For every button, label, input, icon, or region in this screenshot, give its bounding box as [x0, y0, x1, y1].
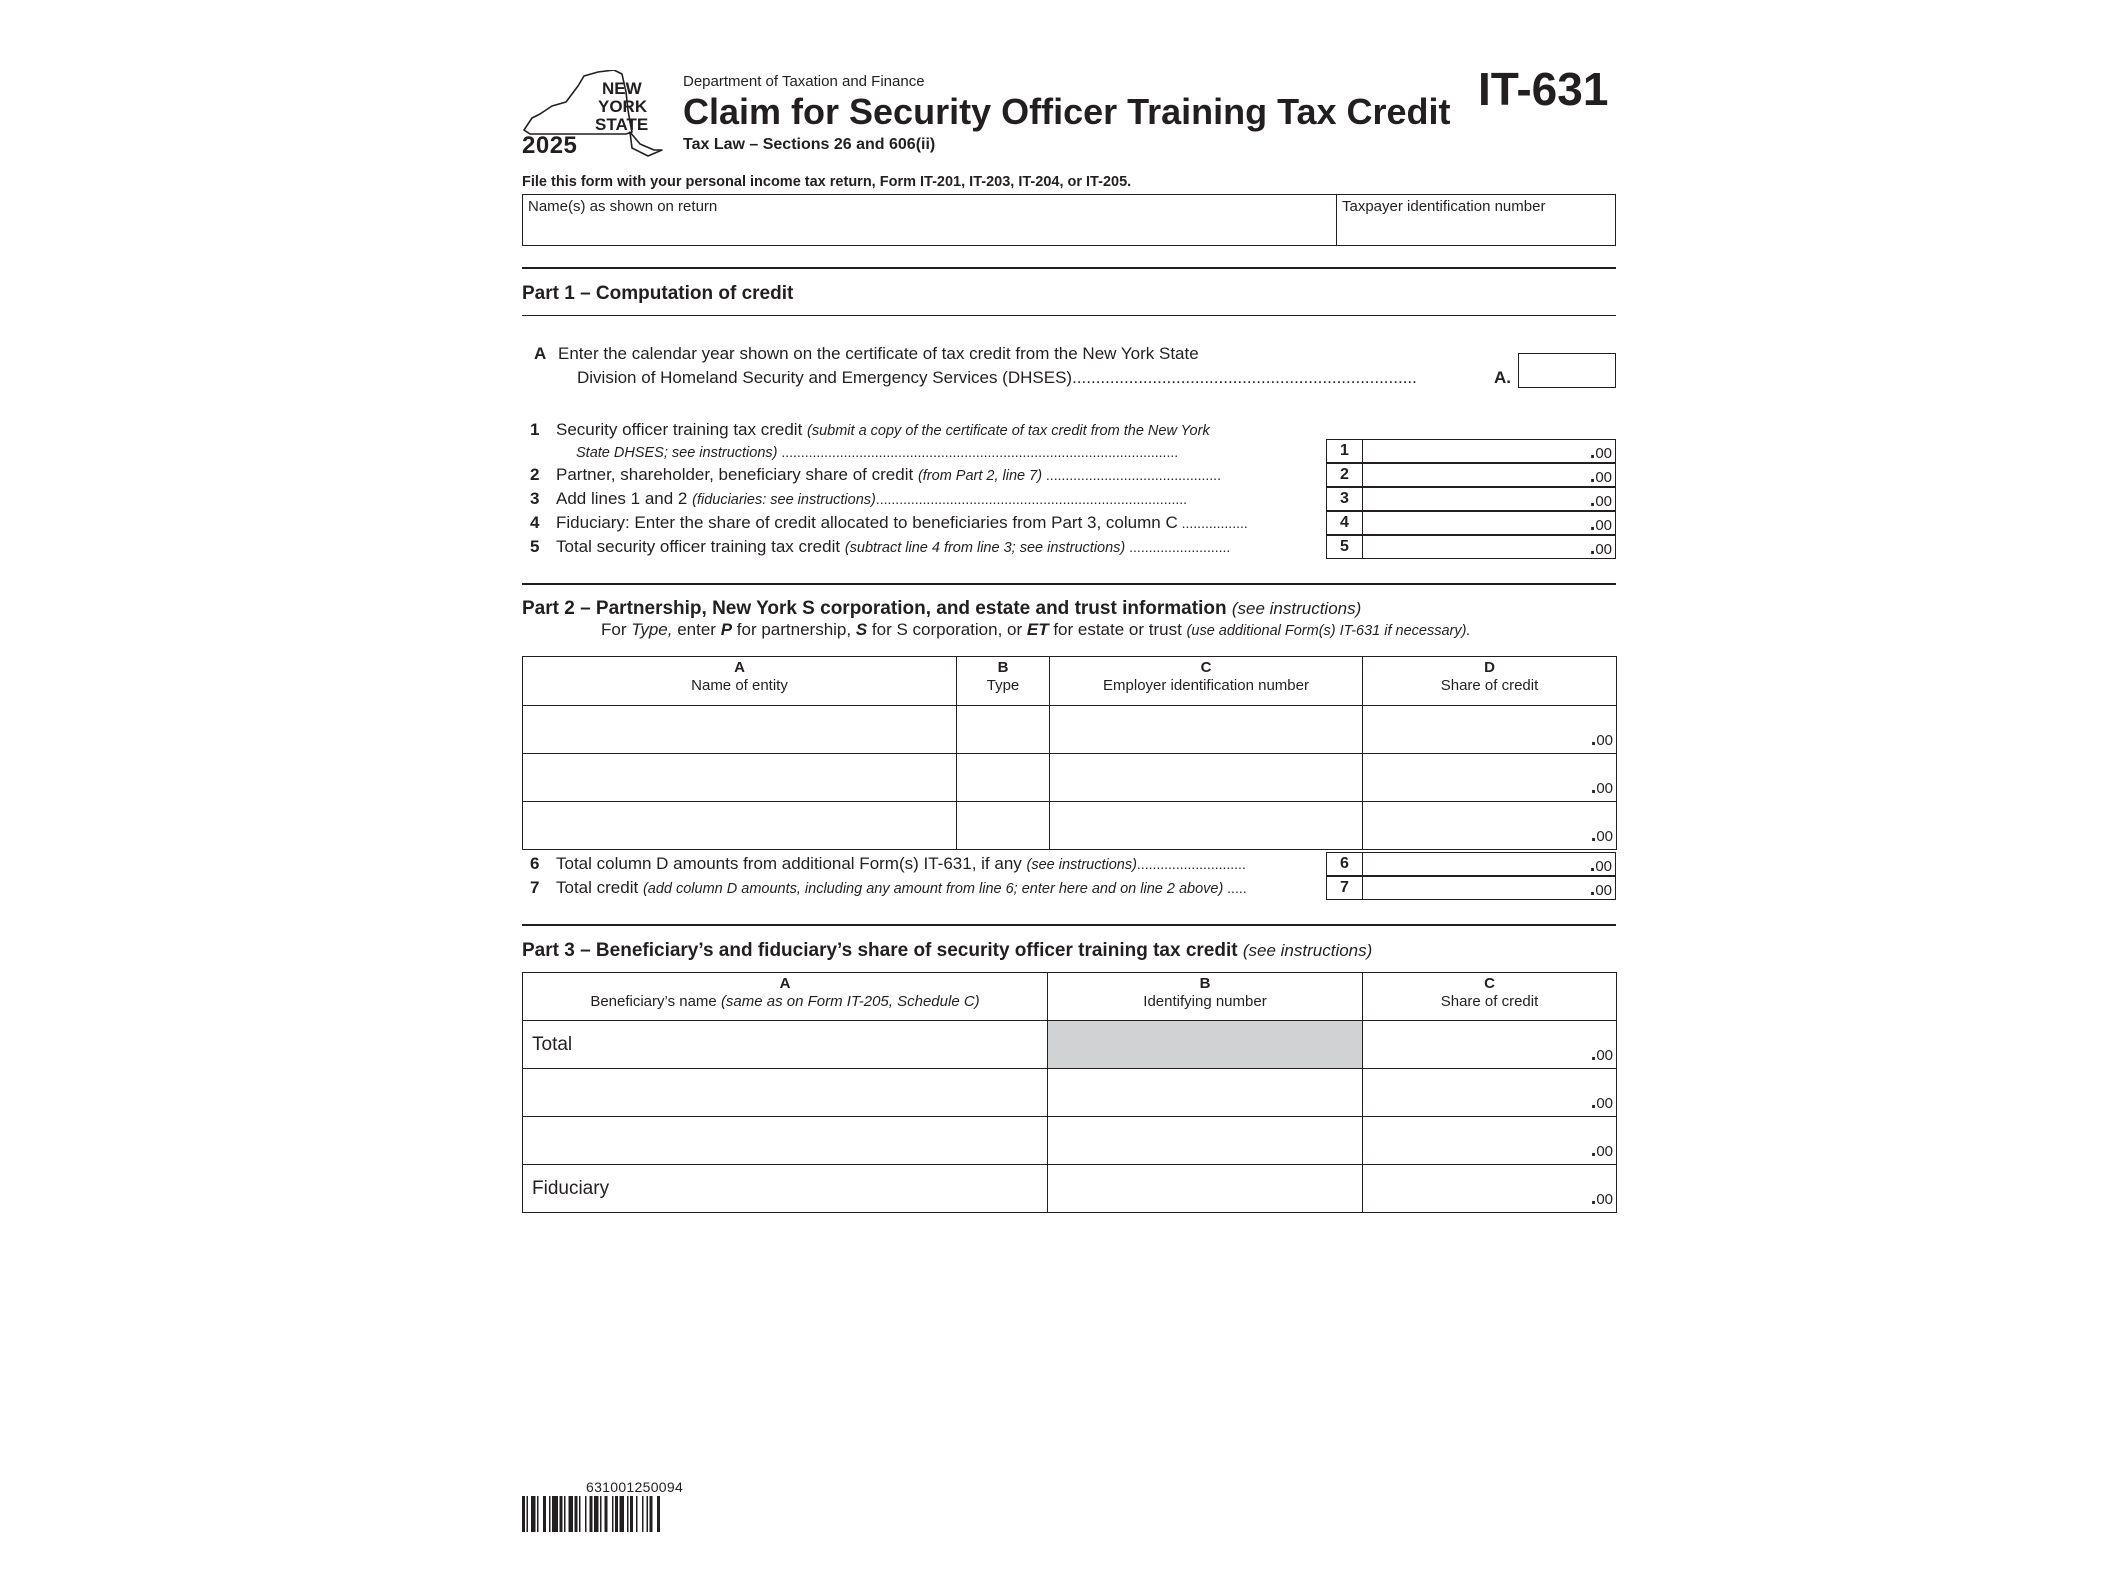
barcode-bar — [600, 1496, 602, 1532]
entity-type-field[interactable] — [957, 706, 1050, 754]
lineA-year-field[interactable] — [1518, 353, 1616, 388]
entity-type-field[interactable] — [957, 802, 1050, 850]
part3-col-c-header: C Share of credit — [1363, 973, 1617, 1021]
beneficiary-name-field[interactable] — [523, 1069, 1048, 1117]
table-row — [523, 1069, 1617, 1117]
table-row — [523, 1021, 1617, 1069]
part3-beneficiary-table — [522, 972, 1617, 1213]
table-row — [523, 802, 1617, 850]
line1-amount-field[interactable]: .00 — [1362, 439, 1616, 463]
line2-number-box: 2 — [1326, 463, 1363, 487]
file-instruction: File this form with your personal income tax return, Form IT-201, IT-203, IT-204, or IT-205. — [522, 174, 1132, 190]
barcode-bar — [615, 1496, 618, 1532]
lineA-text1: Enter the calendar year shown on the certificate of tax credit from the New York State — [558, 344, 1199, 363]
part2-col-b-header: B Type — [957, 657, 1050, 706]
barcode-bar — [575, 1496, 578, 1532]
lineA-box-label: A. — [1494, 368, 1511, 387]
entity-ein-field[interactable] — [1050, 754, 1363, 802]
barcode-bar — [537, 1496, 539, 1532]
barcode-bar — [650, 1496, 653, 1532]
line4-text: 4 Fiduciary: Enter the share of credit allocated to beneficiaries from Part 3, column C ................. — [530, 513, 1248, 532]
barcode-bar — [636, 1496, 638, 1532]
barcode-bar — [594, 1496, 599, 1532]
barcode-number: 631001250094 — [586, 1479, 684, 1495]
line5-text: 5 Total security officer training tax credit (subtract line 4 from line 3; see instructions) .......................... — [530, 537, 1231, 556]
entity-ein-field[interactable] — [1050, 706, 1363, 754]
line1-number-box: 1 — [1326, 439, 1363, 463]
line1-text: 1 Security officer training tax credit (submit a copy of the certificate of tax credit from the New York — [530, 420, 1210, 439]
fiduciary-id-field[interactable] — [1048, 1165, 1363, 1213]
part1-top-rule — [522, 267, 1616, 269]
tax-year: 2025 — [522, 132, 578, 159]
beneficiary-share-field[interactable]: .00 — [1363, 1117, 1617, 1165]
barcode-bar — [642, 1496, 644, 1532]
form-number: IT-631 — [1478, 63, 1609, 115]
beneficiary-id-field[interactable] — [1048, 1069, 1363, 1117]
part3-col-b-header: B Identifying number — [1048, 973, 1363, 1021]
barcode-bar — [531, 1496, 536, 1532]
barcode-bar — [549, 1496, 551, 1532]
beneficiary-name-cell: Total — [523, 1021, 1048, 1069]
beneficiary-share-field[interactable]: .00 — [1363, 1021, 1617, 1069]
line4-number-box: 4 — [1326, 511, 1363, 535]
logo-word-york: YORK — [598, 97, 648, 116]
part3-col-a-header: A Beneficiary’s name (same as on Form IT-205, Schedule C) — [523, 973, 1048, 1021]
barcode-bar — [612, 1496, 614, 1532]
shaded-id-cell — [1048, 1021, 1363, 1069]
logo-word-state: STATE — [595, 115, 649, 134]
line3-number-box: 3 — [1326, 487, 1363, 511]
line6-number-box: 6 — [1326, 852, 1363, 876]
part2-col-d-header: D Share of credit — [1363, 657, 1617, 706]
part2-col-c-header: C Employer identification number — [1050, 657, 1363, 706]
barcode-bar — [627, 1496, 629, 1532]
entity-share-field[interactable]: .00 — [1363, 802, 1617, 850]
line6-amount-field[interactable]: .00 — [1362, 852, 1616, 876]
table-row — [523, 1165, 1617, 1213]
barcode-bar — [527, 1496, 529, 1532]
line2-text: 2 Partner, shareholder, beneficiary share of credit (from Part 2, line 7) ............................................. — [530, 465, 1221, 484]
part2-entity-table — [522, 656, 1617, 850]
barcode-bar — [564, 1496, 566, 1532]
table-row — [523, 754, 1617, 802]
entity-share-field[interactable]: .00 — [1363, 706, 1617, 754]
table-row — [523, 706, 1617, 754]
barcode-bar — [569, 1496, 574, 1532]
barcode-bar — [590, 1496, 593, 1532]
fiduciary-name-cell: Fiduciary — [523, 1165, 1048, 1213]
table-row — [523, 1117, 1617, 1165]
line7-number-box: 7 — [1326, 876, 1363, 900]
barcode-bar — [647, 1496, 649, 1532]
entity-share-field[interactable]: .00 — [1363, 754, 1617, 802]
entity-name-field[interactable] — [523, 802, 957, 850]
part3-top-rule — [522, 924, 1616, 926]
barcode-bar — [560, 1496, 563, 1532]
part2-heading: Part 2 – Partnership, New York S corporation, and estate and trust information (see instructions) — [522, 598, 1362, 619]
line1-text2: State DHSES; see instructions) ...................................................................................................... — [576, 444, 1179, 461]
entity-name-field[interactable] — [523, 754, 957, 802]
entity-name-field[interactable] — [523, 706, 957, 754]
barcode-bar — [620, 1496, 625, 1532]
barcode-bar — [543, 1496, 546, 1532]
part1-heading: Part 1 – Computation of credit — [522, 283, 794, 304]
lineA-text2: Division of Homeland Security and Emergency Services (DHSES)......................................................................... — [577, 368, 1417, 387]
logo-word-new: NEW — [602, 79, 642, 98]
barcode-bar — [630, 1496, 633, 1532]
part1-bottom-rule — [522, 315, 1616, 316]
part2-type-instruction: For Type, enter P for partnership, S for S corporation, or ET for estate or trust (use additional Form(s) IT-631 if necessary). — [601, 620, 1471, 639]
tin-label: Taxpayer identification number — [1342, 198, 1546, 215]
line3-amount-field[interactable]: .00 — [1362, 487, 1616, 511]
barcode-bar — [552, 1496, 558, 1532]
department-name: Department of Taxation and Finance — [683, 73, 925, 90]
barcode-bar — [585, 1496, 587, 1532]
part3-heading: Part 3 – Beneficiary’s and fiduciary’s share of security officer training tax credit (see instructions) — [522, 940, 1373, 961]
part2-col-a-header: A Name of entity — [523, 657, 957, 706]
line5-amount-field[interactable]: .00 — [1362, 535, 1616, 559]
line4-amount-field[interactable]: .00 — [1362, 511, 1616, 535]
lineA-letter: A — [534, 344, 547, 363]
entity-ein-field[interactable] — [1050, 802, 1363, 850]
form-subtitle: Tax Law – Sections 26 and 606(ii) — [683, 136, 936, 153]
barcode-bar — [605, 1496, 608, 1532]
form-title: Claim for Security Officer Training Tax Credit — [683, 91, 1451, 132]
line2-amount-field[interactable]: .00 — [1362, 463, 1616, 487]
line6-text: 6 Total column D amounts from additional Form(s) IT-631, if any (see instructions)............................ — [530, 854, 1246, 873]
barcode-bar — [579, 1496, 581, 1532]
beneficiary-share-field[interactable]: .00 — [1363, 1069, 1617, 1117]
name-label: Name(s) as shown on return — [528, 198, 718, 215]
barcode-image — [522, 1496, 762, 1532]
barcode-bar — [522, 1496, 525, 1532]
line3-text: 3 Add lines 1 and 2 (fiduciaries: see instructions)................................................................................ — [530, 489, 1188, 508]
line7-amount-field[interactable]: .00 — [1362, 876, 1616, 900]
beneficiary-name-field[interactable] — [523, 1117, 1048, 1165]
fiduciary-share-field[interactable]: .00 — [1363, 1165, 1617, 1213]
barcode-bar — [657, 1496, 660, 1532]
entity-type-field[interactable] — [957, 754, 1050, 802]
part2-top-rule — [522, 583, 1616, 585]
line5-number-box: 5 — [1326, 535, 1363, 559]
beneficiary-id-field[interactable] — [1048, 1117, 1363, 1165]
line7-text: 7 Total credit (add column D amounts, including any amount from line 6; enter here and on line 2 above) ..... — [530, 878, 1247, 897]
